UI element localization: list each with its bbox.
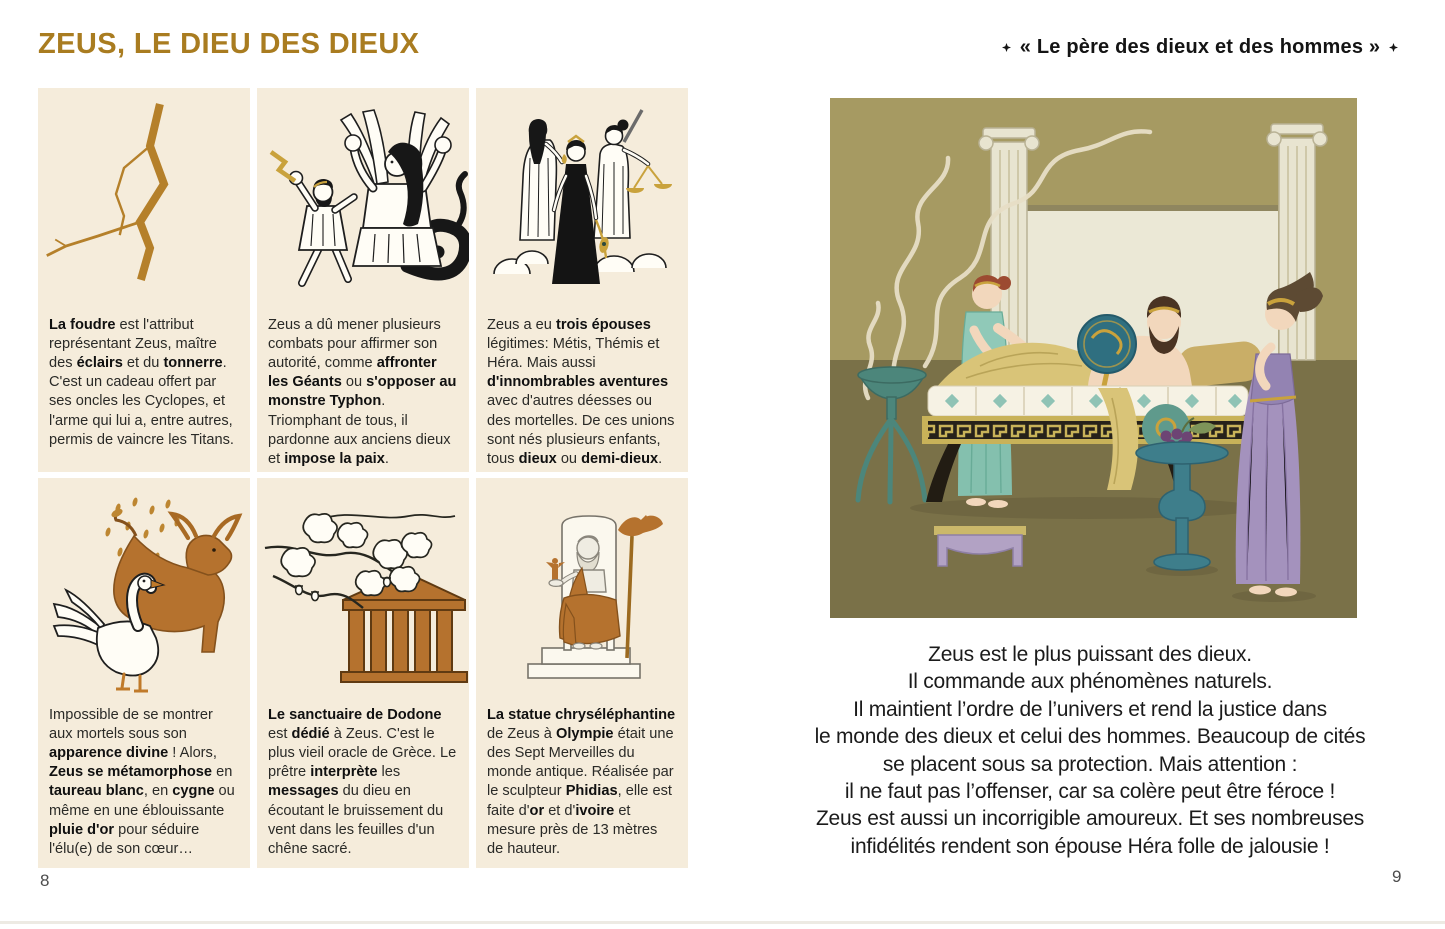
zeus-typhon-icon	[257, 88, 469, 310]
page-number-right: 9	[1392, 867, 1402, 886]
caption-line: Zeus est aussi un incorrigible amoureux. Et ses nombreuses	[815, 807, 1365, 831]
header-quote-row	[940, 36, 1445, 59]
dodona-temple-illustration	[257, 478, 469, 700]
panel-la-foudre	[38, 88, 250, 472]
panel-text: Zeus a dû mener plusieurs combats pour affirmer son autorité, comme affronter les Géants ou s'opposer au monstre Typhon. Triomphant de tous, il pardonne aux anciens dieux et impose la paix.	[268, 317, 457, 467]
caption	[737, 641, 1443, 860]
caption-line: Il commande aux phénomènes naturels.	[907, 670, 1273, 694]
panel-epouses	[476, 88, 688, 472]
panel-combats	[257, 88, 469, 472]
panel-text: La foudre est l'attribut représentant Zeus, maître des éclairs et du tonnerre. C'est un cadeau offert par ses oncles les Cyclopes, et l'arme qui lui a, entre autres, permis de vaincre les Titans.	[49, 317, 234, 448]
three-goddesses-icon	[476, 88, 688, 310]
panel-text: Zeus a eu trois épouses légitimes: Métis, Thémis et Héra. Mais aussi d'innombrables aventures avec d'autres déesses ou des mortelles. De ces unions sont nés plusieurs enfants, tous dieux ou demi-dieux.	[487, 317, 675, 467]
caption-line: se placent sous sa protection. Mais attention :	[882, 752, 1298, 776]
header-quote: « Le père des dieux et des hommes »	[1019, 36, 1381, 58]
panel-text: La statue chryséléphantine de Zeus à Olympie était une des Sept Merveilles du monde antique. Réalisée par le sculpteur Phidias, elle est faite d'or et d'ivoire et mesure près de 13 mètres de hauteur.	[487, 707, 676, 857]
star-ornament-icon	[1002, 43, 1011, 52]
star-ornament-icon	[1389, 43, 1398, 52]
banquet-scene	[830, 98, 1357, 618]
caption-line: infidélités rendent son épouse Héra folle de jalousie !	[850, 834, 1330, 858]
banquet-scene-illustration	[830, 98, 1357, 618]
panel-metamorphoses	[38, 478, 250, 868]
zeus-typhon-illustration	[257, 88, 469, 310]
panel-statue	[476, 478, 688, 868]
caption-line: Zeus est le plus puissant des dieux.	[928, 643, 1252, 666]
book-edge	[0, 921, 1445, 924]
caption-line: le monde des dieux et celui des hommes. Beaucoup de cités	[814, 725, 1366, 749]
bull-swan-rain-illustration	[38, 478, 250, 700]
page-number-left: 8	[40, 871, 50, 890]
caption-line: Il maintient l’ordre de l’univers et rend la justice dans	[853, 697, 1327, 721]
thunderbolt-illustration	[38, 88, 250, 310]
three-goddesses-illustration	[476, 88, 688, 310]
caption-line: il ne faut pas l’offenser, car sa colère peut être féroce !	[844, 780, 1336, 804]
panel-text: Le sanctuaire de Dodone est dédié à Zeus. C'est le plus vieil oracle de Grèce. Le prêtre interprète les messages du dieu en écoutant le bruissement du vent dans les feuilles d'un chêne sacré.	[268, 707, 457, 857]
zeus-statue-icon	[476, 478, 688, 700]
page-title: ZEUS, LE DIEU DES DIEUX	[38, 28, 420, 60]
panel-dodone	[257, 478, 469, 868]
dodona-temple-icon	[257, 478, 469, 700]
thunderbolt-icon	[38, 88, 250, 310]
bull-swan-rain-icon	[38, 478, 250, 700]
zeus-statue-illustration	[476, 478, 688, 700]
panel-text: Impossible de se montrer aux mortels sous son apparence divine ! Alors, Zeus se métamorphose en taureau blanc, en cygne ou même en une éblouissante pluie d'or pour séduire l'élu(e) de son cœur…	[49, 707, 235, 857]
